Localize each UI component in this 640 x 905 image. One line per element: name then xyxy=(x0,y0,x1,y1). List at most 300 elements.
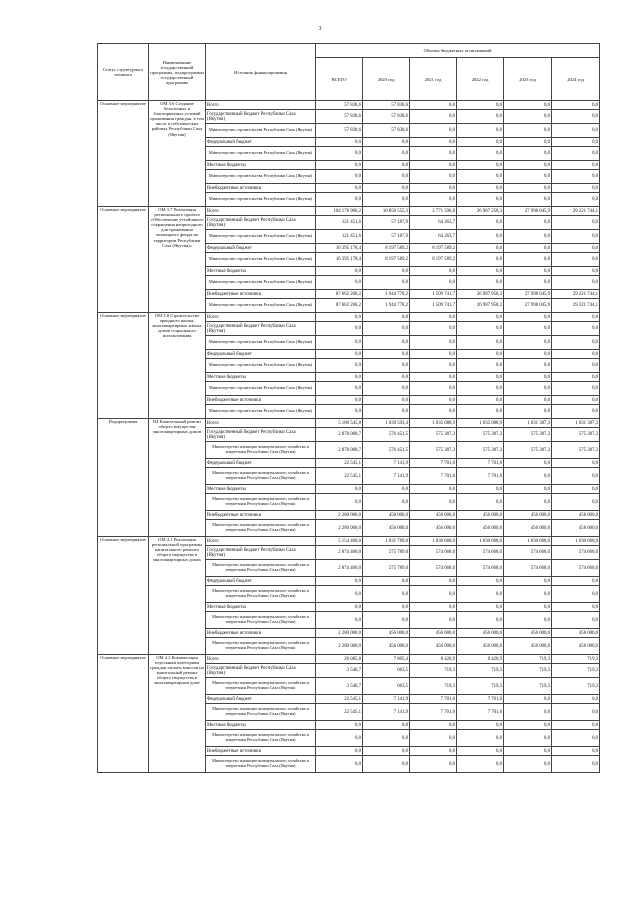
budget-value: 0,0 xyxy=(552,396,600,405)
budget-value: 26 085,8 xyxy=(316,655,363,664)
budget-value: 0,0 xyxy=(504,459,552,468)
budget-value: 0,0 xyxy=(457,603,504,612)
budget-value: 1 039 593,4 xyxy=(363,419,410,428)
budget-value: 0,0 xyxy=(504,730,552,747)
budget-value: 574 668,0 xyxy=(457,560,504,577)
budget-value: 456 000,0 xyxy=(410,511,457,520)
header-source: Источник финансирования xyxy=(206,44,316,101)
budget-value: 0,0 xyxy=(410,138,457,147)
budget-value: 0,0 xyxy=(552,359,600,373)
budget-value: 0,0 xyxy=(552,101,600,110)
budget-value: 0,0 xyxy=(552,336,600,350)
budget-value: 0,0 xyxy=(552,170,600,184)
budget-value: 456 000,0 xyxy=(552,638,600,655)
budget-value: 121 451,6 xyxy=(316,216,363,230)
budget-value: 7 805,4 xyxy=(363,655,410,664)
header-year-2023: 2023 год xyxy=(504,58,552,101)
budget-value: 0,0 xyxy=(504,405,552,419)
budget-value: 0,0 xyxy=(552,350,600,359)
budget-value: 0,0 xyxy=(457,267,504,276)
budget-value: 456 000,0 xyxy=(504,511,552,520)
budget-value: 0,0 xyxy=(552,721,600,730)
budget-value: 0,0 xyxy=(316,485,363,494)
budget-value: 0,0 xyxy=(552,138,600,147)
budget-value: 0,0 xyxy=(410,603,457,612)
funding-source: Министерство жилищно-коммунального хозяйства и энергетики Республики Саха (Якутия) xyxy=(206,704,316,721)
budget-value: 575 387,3 xyxy=(410,428,457,442)
table-row xyxy=(98,537,600,546)
header-year-2022: 2022 год xyxy=(457,58,504,101)
budget-value: 7 701,6 xyxy=(410,468,457,485)
budget-value: 574 668,0 xyxy=(504,560,552,577)
budget-value: 574 668,0 xyxy=(504,546,552,560)
budget-value: 0,0 xyxy=(410,485,457,494)
budget-value: 1 944 778,2 xyxy=(363,299,410,313)
budget-value: 0,0 xyxy=(363,276,410,290)
budget-value: 1 035 088,9 xyxy=(457,419,504,428)
budget-value: 456 000,0 xyxy=(457,629,504,638)
budget-value: 0,0 xyxy=(457,405,504,419)
program-name: ОМ 3.8 Строительство арендного жилья, многоквартирных жилых домов социального использования xyxy=(149,313,206,419)
budget-value: 0,0 xyxy=(457,253,504,267)
budget-value: 0,0 xyxy=(552,161,600,170)
funding-source: Министерство жилищно-коммунального хозяйства и энергетики Республики Саха (Якутия) xyxy=(206,560,316,577)
budget-value: 26 987 258,3 xyxy=(457,207,504,216)
budget-value: 0,0 xyxy=(316,382,363,396)
budget-value: 87 662 268,2 xyxy=(316,290,363,299)
budget-value: 0,0 xyxy=(410,494,457,511)
budget-value: 57 838,6 xyxy=(316,110,363,124)
table-body xyxy=(98,101,600,773)
budget-value: 0,0 xyxy=(504,230,552,244)
funding-source: Местные бюджеты xyxy=(206,267,316,276)
budget-value: 0,0 xyxy=(552,459,600,468)
budget-value: 0,0 xyxy=(410,101,457,110)
budget-value: 0,0 xyxy=(504,382,552,396)
budget-value: 575 387,3 xyxy=(457,428,504,442)
budget-value: 0,0 xyxy=(552,244,600,253)
budget-value: 0,0 xyxy=(316,336,363,350)
budget-value: 0,0 xyxy=(457,382,504,396)
budget-value: 0,0 xyxy=(410,267,457,276)
budget-value: 104 178 900,2 xyxy=(316,207,363,216)
budget-value: 456 000,0 xyxy=(504,520,552,537)
budget-value: 0,0 xyxy=(410,110,457,124)
budget-value: 0,0 xyxy=(504,276,552,290)
funding-source: Министерство строительства Республики Саха (Якутия) xyxy=(206,230,316,244)
budget-value: 0,0 xyxy=(363,405,410,419)
funding-source: Федеральный бюджет xyxy=(206,350,316,359)
funding-source: Федеральный бюджет xyxy=(206,695,316,704)
budget-value: 64 263,7 xyxy=(410,216,457,230)
budget-value: 0,0 xyxy=(552,276,600,290)
funding-source: Министерство строительства Республики Саха (Якутия) xyxy=(206,276,316,290)
budget-value: 0,0 xyxy=(410,313,457,322)
budget-value: 0,0 xyxy=(552,313,600,322)
budget-value: 7 141,9 xyxy=(363,459,410,468)
budget-value: 574 668,0 xyxy=(457,546,504,560)
budget-value: 0,0 xyxy=(316,138,363,147)
budget-value: 0,0 xyxy=(552,253,600,267)
budget-value: 0,0 xyxy=(410,747,457,756)
budget-value: 0,0 xyxy=(457,721,504,730)
budget-value: 27 998 045,9 xyxy=(504,299,552,313)
budget-value: 0,0 xyxy=(363,147,410,161)
budget-value: 0,0 xyxy=(410,147,457,161)
funding-source: Министерство жилищно-коммунального хозяйства и энергетики Республики Саха (Якутия) xyxy=(206,730,316,747)
funding-source: Министерство строительства Республики Саха (Якутия) xyxy=(206,382,316,396)
budget-value: 0,0 xyxy=(363,586,410,603)
budget-value: 0,0 xyxy=(504,747,552,756)
funding-source: Министерство жилищно-коммунального хозяйства и энергетики Республики Саха (Якутия) xyxy=(206,520,316,537)
budget-value: 0,0 xyxy=(363,382,410,396)
budget-value: 0,0 xyxy=(316,405,363,419)
funding-source: Внебюджетные источники xyxy=(206,629,316,638)
budget-value: 456 000,0 xyxy=(410,629,457,638)
funding-source: Министерство строительства Республики Саха (Якутия) xyxy=(206,359,316,373)
budget-value: 0,0 xyxy=(410,730,457,747)
budget-value: 0,0 xyxy=(457,276,504,290)
budget-value: 0,0 xyxy=(457,230,504,244)
budget-value: 0,0 xyxy=(410,721,457,730)
budget-value: 0,0 xyxy=(410,396,457,405)
budget-value: 456 000,0 xyxy=(504,629,552,638)
budget-value: 0,0 xyxy=(504,101,552,110)
budget-value: 0,0 xyxy=(363,161,410,170)
budget-value: 0,0 xyxy=(410,184,457,193)
funding-source: Местные бюджеты xyxy=(206,603,316,612)
budget-value: 8 197 589,2 xyxy=(363,244,410,253)
budget-value: 0,0 xyxy=(410,382,457,396)
budget-value: 719,3 xyxy=(457,678,504,695)
funding-source: Государственный бюджет Республики Саха (Якутия) xyxy=(206,664,316,678)
budget-value: 0,0 xyxy=(552,468,600,485)
funding-source: Министерство строительства Республики Саха (Якутия) xyxy=(206,336,316,350)
budget-value: 0,0 xyxy=(316,184,363,193)
budget-value: 0,0 xyxy=(552,485,600,494)
budget-value: 0,0 xyxy=(316,603,363,612)
funding-source: Министерство строительства Республики Саха (Якутия) xyxy=(206,170,316,184)
budget-value: 0,0 xyxy=(504,603,552,612)
budget-value: 0,0 xyxy=(363,494,410,511)
budget-value: 1 030 668,0 xyxy=(457,537,504,546)
budget-value: 0,0 xyxy=(363,350,410,359)
structural-element-status: Основное мероприятие xyxy=(98,313,149,419)
budget-value: 0,0 xyxy=(457,101,504,110)
structural-element-status: Основное мероприятие xyxy=(98,101,149,207)
budget-value: 0,0 xyxy=(552,586,600,603)
budget-value: 87 662 268,2 xyxy=(316,299,363,313)
budget-value: 0,0 xyxy=(457,494,504,511)
budget-value: 2 280 000,0 xyxy=(316,638,363,655)
budget-value: 576 451,5 xyxy=(363,428,410,442)
header-year-total: ВСЕГО xyxy=(316,58,363,101)
budget-value: 0,0 xyxy=(552,612,600,629)
funding-source: Местные бюджеты xyxy=(206,721,316,730)
budget-value: 0,0 xyxy=(504,577,552,586)
program-name: ОМ 3.6 Создание безопасных и благоприятных условий проживания граждан, в том числе в сейсмических районах Республики Саха (Якутия) xyxy=(149,101,206,207)
budget-value: 0,0 xyxy=(410,170,457,184)
budget-value: 22 545,1 xyxy=(316,704,363,721)
budget-value: 0,0 xyxy=(316,612,363,629)
budget-value: 0,0 xyxy=(316,756,363,773)
budget-value: 0,0 xyxy=(504,322,552,336)
budget-value: 2 771 596,8 xyxy=(410,207,457,216)
budget-value: 0,0 xyxy=(410,161,457,170)
budget-value: 7 141,9 xyxy=(363,704,410,721)
structural-element-status: Основное мероприятие xyxy=(98,537,149,655)
budget-value: 0,0 xyxy=(363,184,410,193)
budget-value: 0,0 xyxy=(363,170,410,184)
budget-value: 0,0 xyxy=(363,485,410,494)
budget-value: 3 540,7 xyxy=(316,678,363,695)
budget-value: 575 789,0 xyxy=(363,560,410,577)
budget-value: 0,0 xyxy=(410,756,457,773)
budget-value: 456 000,0 xyxy=(410,520,457,537)
budget-value: 16 395 178,4 xyxy=(316,253,363,267)
budget-value: 0,0 xyxy=(504,359,552,373)
funding-source: Всего xyxy=(206,207,316,216)
header-year-2024: 2024 год xyxy=(552,58,600,101)
budget-value: 0,0 xyxy=(504,612,552,629)
funding-source: Министерство жилищно-коммунального хозяйства и энергетики Республики Саха (Якутия) xyxy=(206,494,316,511)
funding-source: Министерство строительства Республики Саха (Якутия) xyxy=(206,124,316,138)
budget-value: 7 701,6 xyxy=(410,459,457,468)
budget-value: 57 838,6 xyxy=(316,101,363,110)
funding-source: Министерство жилищно-коммунального хозяйства и энергетики Республики Саха (Якутия) xyxy=(206,442,316,459)
budget-value: 719,3 xyxy=(457,664,504,678)
budget-value: 0,0 xyxy=(363,577,410,586)
budget-value: 575 387,3 xyxy=(410,442,457,459)
budget-value: 663,5 xyxy=(363,678,410,695)
budget-value: 0,0 xyxy=(410,359,457,373)
budget-value: 0,0 xyxy=(457,373,504,382)
budget-value: 0,0 xyxy=(316,721,363,730)
budget-value: 719,3 xyxy=(552,655,600,664)
budget-value: 0,0 xyxy=(363,313,410,322)
budget-value: 456 000,0 xyxy=(363,520,410,537)
budget-value: 575 789,0 xyxy=(363,546,410,560)
budget-value: 22 545,1 xyxy=(316,695,363,704)
budget-value: 0,0 xyxy=(552,730,600,747)
budget-value: 0,0 xyxy=(504,336,552,350)
funding-source: Министерство строительства Республики Саха (Якутия) xyxy=(206,253,316,267)
budget-value: 0,0 xyxy=(316,147,363,161)
budget-value: 0,0 xyxy=(504,313,552,322)
funding-source: Государственный бюджет Республики Саха (Якутия) xyxy=(206,110,316,124)
budget-value: 0,0 xyxy=(504,124,552,138)
header-status: Статус структурного элемента xyxy=(98,44,149,101)
budget-value: 7 701,6 xyxy=(410,704,457,721)
budget-value: 57 187,9 xyxy=(363,230,410,244)
table-row xyxy=(98,101,600,110)
budget-value: 8 420,9 xyxy=(457,655,504,664)
budget-value: 456 000,0 xyxy=(552,511,600,520)
budget-value: 456 000,0 xyxy=(457,520,504,537)
budget-value: 0,0 xyxy=(552,747,600,756)
budget-value: 0,0 xyxy=(316,396,363,405)
budget-value: 2 874 460,0 xyxy=(316,546,363,560)
budget-value: 719,3 xyxy=(410,678,457,695)
budget-value: 0,0 xyxy=(552,267,600,276)
budget-value: 0,0 xyxy=(410,124,457,138)
budget-value: 0,0 xyxy=(504,244,552,253)
budget-value: 7 701,6 xyxy=(457,704,504,721)
budget-value: 0,0 xyxy=(363,322,410,336)
budget-value: 0,0 xyxy=(457,747,504,756)
budget-value: 1 035 088,9 xyxy=(410,419,457,428)
budget-value: 0,0 xyxy=(552,577,600,586)
budget-value: 0,0 xyxy=(552,322,600,336)
budget-value: 0,0 xyxy=(504,704,552,721)
budget-value: 0,0 xyxy=(363,359,410,373)
budget-value: 57 838,6 xyxy=(363,101,410,110)
budget-value: 5 154 460,0 xyxy=(316,537,363,546)
budget-value: 0,0 xyxy=(504,350,552,359)
budget-value: 0,0 xyxy=(316,586,363,603)
budget-value: 121 451,6 xyxy=(316,230,363,244)
budget-value: 0,0 xyxy=(457,147,504,161)
funding-source: Всего xyxy=(206,655,316,664)
budget-value: 0,0 xyxy=(457,193,504,207)
budget-value: 2 878 000,7 xyxy=(316,428,363,442)
budget-value: 29 221 744,1 xyxy=(552,299,600,313)
budget-value: 456 000,0 xyxy=(552,629,600,638)
budget-value: 456 000,0 xyxy=(504,638,552,655)
budget-value: 0,0 xyxy=(316,730,363,747)
budget-value: 0,0 xyxy=(552,230,600,244)
budget-value: 0,0 xyxy=(457,586,504,603)
budget-value: 0,0 xyxy=(410,373,457,382)
budget-value: 0,0 xyxy=(504,721,552,730)
budget-value: 57 187,9 xyxy=(363,216,410,230)
budget-value: 0,0 xyxy=(316,373,363,382)
budget-value: 0,0 xyxy=(504,216,552,230)
budget-value: 0,0 xyxy=(316,193,363,207)
budget-value: 719,3 xyxy=(504,664,552,678)
budget-value: 0,0 xyxy=(504,193,552,207)
budget-value: 719,3 xyxy=(504,655,552,664)
budget-value: 0,0 xyxy=(410,586,457,603)
budget-value: 0,0 xyxy=(457,184,504,193)
budget-value: 0,0 xyxy=(316,494,363,511)
budget-value: 456 000,0 xyxy=(363,629,410,638)
budget-value: 7 701,6 xyxy=(457,468,504,485)
funding-source: Государственный бюджет Республики Саха (Якутия) xyxy=(206,546,316,560)
budget-value: 7 701,6 xyxy=(457,695,504,704)
budget-value: 0,0 xyxy=(552,603,600,612)
program-name: П4 Капитальный ремонт общего имущества многоквартирных домов xyxy=(149,419,206,537)
header-volumes: Объемы бюджетных ассигнований xyxy=(316,44,600,58)
funding-source: Министерство жилищно-коммунального хозяйства и энергетики Республики Саха (Якутия) xyxy=(206,678,316,695)
budget-value: 0,0 xyxy=(410,322,457,336)
structural-element-status: Основное мероприятие xyxy=(98,207,149,313)
budget-value: 0,0 xyxy=(552,756,600,773)
budget-value: 0,0 xyxy=(552,124,600,138)
budget-value: 0,0 xyxy=(363,373,410,382)
budget-value: 57 838,6 xyxy=(316,124,363,138)
budget-value: 0,0 xyxy=(504,110,552,124)
budget-value: 22 545,1 xyxy=(316,468,363,485)
budget-value: 26 987 958,3 xyxy=(457,299,504,313)
budget-value: 0,0 xyxy=(457,730,504,747)
budget-value: 0,0 xyxy=(504,184,552,193)
funding-source: Федеральный бюджет xyxy=(206,244,316,253)
budget-value: 0,0 xyxy=(504,396,552,405)
budget-value: 1 030 668,0 xyxy=(410,537,457,546)
budget-value: 575 387,3 xyxy=(457,442,504,459)
budget-value: 2 280 000,0 xyxy=(316,520,363,537)
budget-value: 0,0 xyxy=(457,313,504,322)
budget-value: 0,0 xyxy=(504,138,552,147)
budget-value: 0,0 xyxy=(552,704,600,721)
budget-value: 7 701,6 xyxy=(410,695,457,704)
budget-value: 0,0 xyxy=(457,138,504,147)
budget-value: 574 668,0 xyxy=(552,546,600,560)
budget-value: 3 540,7 xyxy=(316,664,363,678)
budget-value: 0,0 xyxy=(316,322,363,336)
budget-value: 0,0 xyxy=(457,216,504,230)
budget-value: 0,0 xyxy=(363,396,410,405)
budget-value: 0,0 xyxy=(363,756,410,773)
program-name: ОМ 3.7 Реализация регионального проекта «Обеспечение устойчивого сокращения непригодного для проживания жилищного фонда на территории Республики Саха (Якутия)» xyxy=(149,207,206,313)
budget-value: 456 000,0 xyxy=(457,511,504,520)
budget-value: 0,0 xyxy=(410,612,457,629)
budget-value: 0,0 xyxy=(316,350,363,359)
funding-source: Внебюджетные источники xyxy=(206,511,316,520)
budget-value: 575 387,3 xyxy=(504,428,552,442)
budget-value: 0,0 xyxy=(457,161,504,170)
budget-value: 0,0 xyxy=(410,276,457,290)
budget-value: 57 838,6 xyxy=(363,124,410,138)
header-year-2020: 2020 год xyxy=(363,58,410,101)
budget-value: 456 000,0 xyxy=(552,520,600,537)
budget-value: 0,0 xyxy=(504,468,552,485)
funding-source: Министерство жилищно-коммунального хозяйства и энергетики Республики Саха (Якутия) xyxy=(206,638,316,655)
budget-value: 2 878 000,7 xyxy=(316,442,363,459)
funding-source: Местные бюджеты xyxy=(206,485,316,494)
budget-value: 27 998 045,9 xyxy=(504,207,552,216)
program-name: ОМ 4.1 Реализация региональной программы капитального ремонта общего имущества в многоквартирных домах xyxy=(149,537,206,655)
budget-value: 0,0 xyxy=(363,193,410,207)
budget-value: 0,0 xyxy=(504,485,552,494)
page-number: 3 xyxy=(318,26,322,32)
funding-source: Министерство строительства Республики Саха (Якутия) xyxy=(206,299,316,313)
budget-value: 0,0 xyxy=(316,170,363,184)
funding-source: Внебюджетные источники xyxy=(206,747,316,756)
budget-value: 0,0 xyxy=(504,756,552,773)
budget-value: 29 221 744,1 xyxy=(552,207,600,216)
budget-value: 1 944 778,2 xyxy=(363,290,410,299)
funding-source: Государственный бюджет Республики Саха (Якутия) xyxy=(206,322,316,336)
budget-value: 576 451,5 xyxy=(363,442,410,459)
budget-value: 0,0 xyxy=(457,336,504,350)
budget-value: 574 668,0 xyxy=(552,560,600,577)
budget-value: 26 987 958,3 xyxy=(457,290,504,299)
budget-value: 0,0 xyxy=(457,485,504,494)
budget-value: 8 197 589,2 xyxy=(363,253,410,267)
budget-value: 0,0 xyxy=(410,193,457,207)
budget-value: 0,0 xyxy=(457,396,504,405)
budget-value: 0,0 xyxy=(316,267,363,276)
funding-source: Внебюджетные источники xyxy=(206,290,316,299)
budget-value: 0,0 xyxy=(552,494,600,511)
budget-value: 0,0 xyxy=(363,138,410,147)
program-name: ОМ 4.2 Компенсация отдельным категориям граждан оплаты взносов на капитальный ремонт общего имущества в многоквартирном доме xyxy=(149,655,206,773)
table-row xyxy=(98,419,600,428)
budget-value: 1 030 668,0 xyxy=(552,537,600,546)
budget-value: 0,0 xyxy=(316,577,363,586)
